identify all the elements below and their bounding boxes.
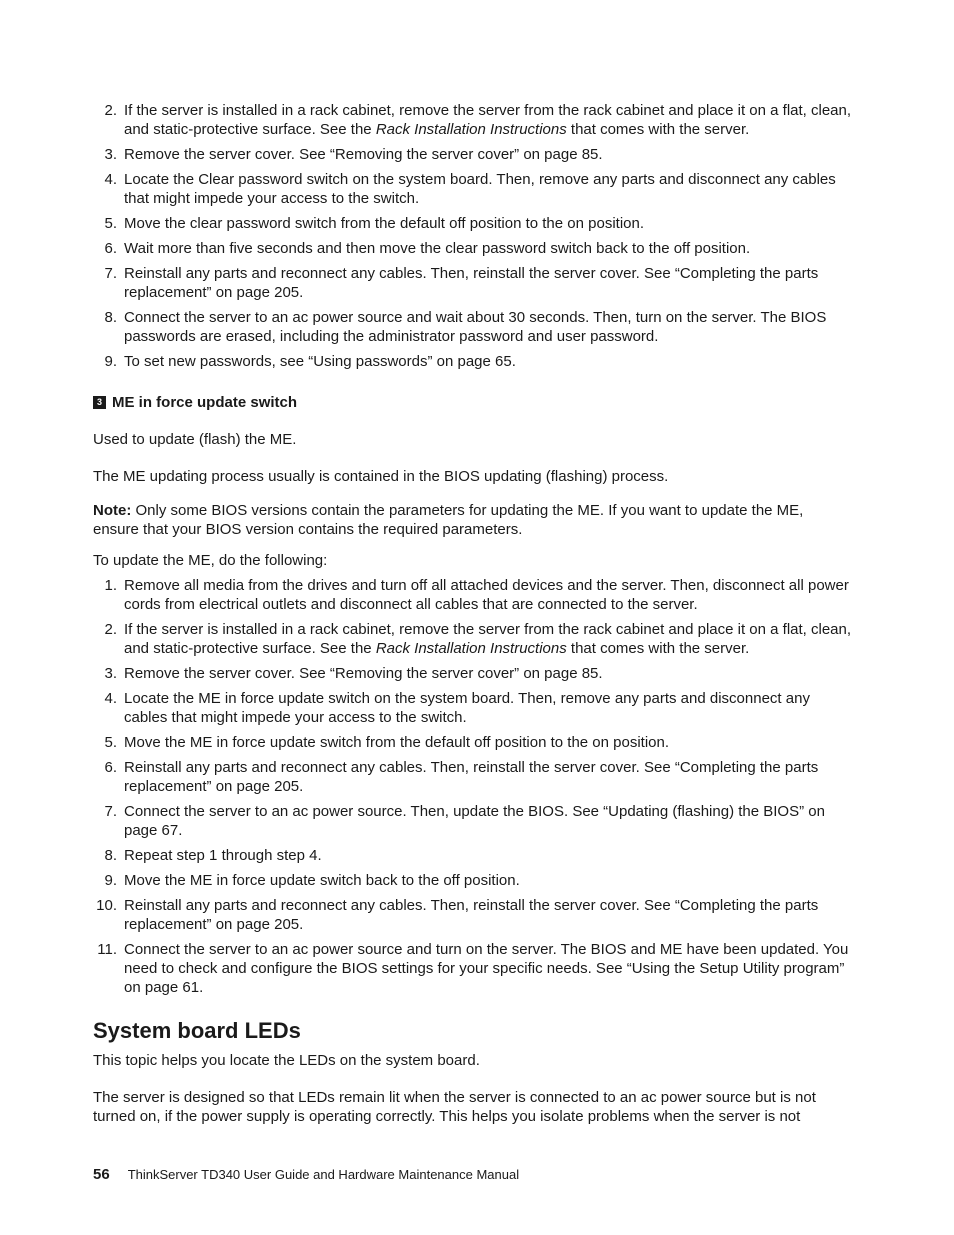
section-heading-text: ME in force update switch: [112, 394, 298, 411]
list-item: [93, 352, 853, 371]
step-text: Connect the server to an ac power source and wait about 30 seconds. Then, turn on the server. The BIOS passwords are erased, including the administrator password and user password.: [124, 309, 827, 345]
step-text-part: If the server is installed in a rack cabinet, remove the server from the rack cabinet and place it on a flat, clean, and static-protective surface. See the: [124, 102, 852, 138]
step-text: [124, 621, 851, 657]
step-text: Locate the ME in force update switch on the system board. Then, remove any parts and disconnect any cables that might impede your access to the switch.: [124, 690, 810, 726]
step-number: 2.: [104, 621, 117, 638]
step-text: Reinstall any parts and reconnect any cables. Then, reinstall the server cover. See “Completing the parts replacement” on page 205.: [124, 265, 819, 301]
step-text: Reinstall any parts and reconnect any cables. Then, reinstall the server cover. See “Completing the parts replacement” on page 205.: [124, 759, 819, 795]
step-text: To set new passwords, see “Using passwords” on page 65.: [124, 353, 516, 370]
doc-title-italic: Rack Installation Instructions: [375, 121, 567, 138]
note-paragraph: [93, 501, 853, 539]
note-text: Only some BIOS versions contain the parameters for updating the ME. If you want to update the ME, ensure that your BIOS version contains the required parameters.: [93, 502, 804, 538]
step-text: Repeat step 1 through step 4.: [124, 847, 322, 864]
step-text: Wait more than five seconds and then move the clear password switch back to the off position.: [124, 240, 751, 257]
list-item: [93, 896, 853, 934]
list-item: [93, 758, 853, 796]
step-number: 6.: [104, 759, 117, 776]
step-text: Move the ME in force update switch back to the off position.: [124, 872, 520, 889]
step-text: Remove the server cover. See “Removing the server cover” on page 85.: [124, 146, 603, 163]
note-label: Note:: [93, 502, 132, 519]
list-item: [93, 576, 853, 614]
step-text: Connect the server to an ac power source. Then, update the BIOS. See “Updating (flashing) the BIOS” on page 67.: [124, 803, 825, 839]
clear-password-steps: [93, 101, 853, 371]
list-item: [93, 620, 853, 658]
section-title-leds: System board LEDs: [93, 1018, 301, 1043]
list-item: [93, 308, 853, 346]
step-number: 4.: [104, 690, 117, 707]
list-item: [93, 733, 853, 752]
step-number: 3.: [104, 146, 117, 163]
list-item: [93, 664, 853, 683]
step-text: Remove the server cover. See “Removing the server cover” on page 85.: [124, 665, 603, 682]
step-number: 3.: [104, 665, 117, 682]
step-number: 11.: [97, 941, 117, 958]
step-number: 9.: [104, 353, 117, 370]
paragraph-leds-topic: This topic helps you locate the LEDs on the system board.: [93, 1052, 480, 1069]
step-text: Reinstall any parts and reconnect any cables. Then, reinstall the server cover. See “Completing the parts replacement” on page 205.: [124, 897, 819, 933]
step-number: 8.: [104, 309, 117, 326]
step-number: 1.: [104, 577, 117, 594]
paragraph-used: Used to update (flash) the ME.: [93, 431, 297, 448]
step-text: Move the clear password switch from the default off position to the on position.: [124, 215, 645, 232]
step-number: 2.: [104, 102, 117, 119]
step-number: 9.: [104, 872, 117, 889]
paragraph-todo: To update the ME, do the following:: [93, 552, 328, 569]
list-item: [93, 871, 853, 890]
step-text: Locate the Clear password switch on the system board. Then, remove any parts and disconnect any cables that might impede your access to the switch.: [124, 171, 836, 207]
paragraph-process: The ME updating process usually is contained in the BIOS updating (flashing) process.: [93, 468, 669, 485]
list-item: [93, 239, 853, 258]
list-item: [93, 214, 853, 233]
list-item: [93, 145, 853, 164]
step-number: 4.: [104, 171, 117, 188]
list-item: [93, 940, 853, 997]
step-number: 7.: [104, 803, 117, 820]
footer-title: ThinkServer TD340 User Guide and Hardware Maintenance Manual: [127, 1167, 520, 1182]
callout-number: 3: [93, 396, 106, 409]
section-heading: [93, 393, 853, 412]
step-number: 7.: [104, 265, 117, 282]
paragraph-leds-lit: The server is designed so that LEDs remain lit when the server is connected to an ac power source but is not turned on, if the power supply is operating correctly. This helps you isolate problems when the server is not: [93, 1089, 816, 1125]
step-number: 8.: [104, 847, 117, 864]
step-text-part: If the server is installed in a rack cabinet, remove the server from the rack cabinet and place it on a flat, clean, and static-protective surface. See the: [124, 621, 852, 657]
step-number: 5.: [104, 215, 117, 232]
list-item: [93, 264, 853, 302]
page-footer: [93, 1166, 519, 1184]
list-item: [93, 802, 853, 840]
list-item: [93, 846, 853, 865]
document-body: [93, 101, 853, 1126]
step-text: [124, 102, 851, 138]
step-text: Move the ME in force update switch from the default off position to the on position.: [124, 734, 670, 751]
step-number: 10.: [96, 897, 117, 914]
list-item: [93, 101, 853, 139]
step-text: Connect the server to an ac power source and turn on the server. The BIOS and ME have been updated. You need to check and configure the BIOS settings for your specific needs. See “Using the Setup Utility program” on page 61.: [124, 941, 849, 996]
list-item: [93, 170, 853, 208]
me-update-steps: [93, 576, 853, 997]
step-text-part: that comes with the server.: [566, 640, 750, 657]
doc-title-italic: Rack Installation Instructions: [375, 640, 567, 657]
page-number: 56: [93, 1166, 110, 1183]
step-number: 5.: [104, 734, 117, 751]
step-number: 6.: [104, 240, 117, 257]
step-text-part: that comes with the server.: [566, 121, 750, 138]
list-item: [93, 689, 853, 727]
step-text: Remove all media from the drives and turn off all attached devices and the server. Then, disconnect all power cords from electrical outlets and disconnect all cables that are connected to the server.: [124, 577, 849, 613]
